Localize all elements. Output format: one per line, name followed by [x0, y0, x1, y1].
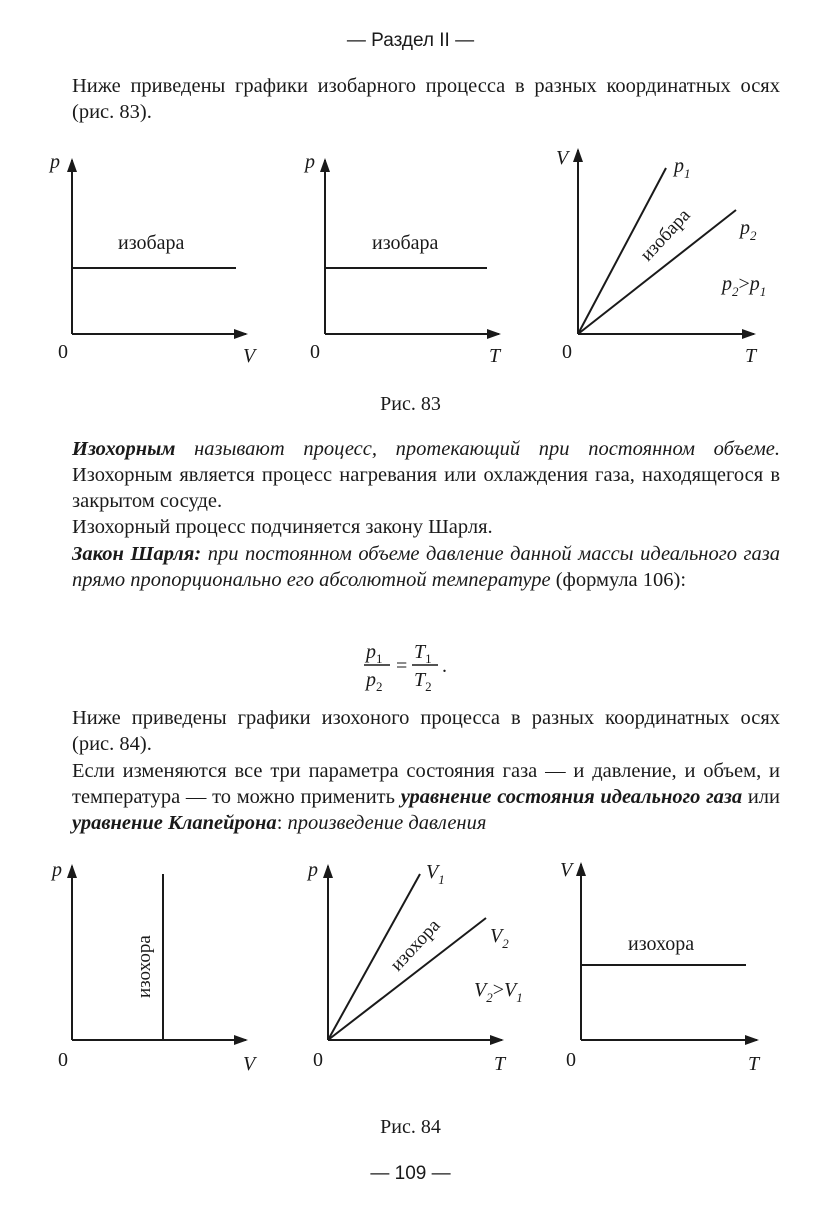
svg-text:T2: $T_2$ — [414, 669, 432, 694]
origin-label: 0 — [562, 341, 572, 363]
isobar-label: изобара — [636, 204, 695, 266]
graph-p-v-isochore — [50, 859, 258, 1075]
charles-law — [72, 541, 780, 593]
line-v2-label: $V_2$ — [490, 925, 509, 951]
origin-label: 0 — [58, 1049, 68, 1071]
y-axis-label: V — [556, 147, 569, 169]
x-axis-label: T — [748, 1053, 760, 1075]
isobar-label: изобара — [372, 232, 439, 254]
figure-83 — [0, 140, 821, 380]
graph-p-t-isobar — [303, 151, 502, 367]
page-number: — 109 — — [370, 1163, 451, 1184]
x-axis-label: V — [243, 345, 256, 367]
y-axis-label: p — [305, 151, 315, 173]
y-axis-label: p — [50, 151, 60, 173]
isochore-label: изохора — [628, 933, 695, 955]
pressure-condition: $p_2>p_1$ — [722, 273, 767, 299]
line-p2-label: $p_2$ — [740, 217, 757, 243]
charles-intro-text: Изохорный процесс подчиняется закону Шарля. — [72, 516, 493, 538]
figure-84-caption: Рис. 84 — [380, 1116, 441, 1138]
clapeyron-def: произведение давления — [287, 812, 487, 834]
clapeyron-text3: : — [276, 812, 288, 834]
clapeyron-text1: Если изменяются все три параметра состояния газа — и давление, и объем, и температура — то можно применить — [72, 760, 780, 808]
x-axis-label: V — [243, 1053, 256, 1075]
svg-text:T1: $T_1$ — [414, 641, 432, 666]
figure-83-caption: Рис. 83 — [380, 393, 441, 415]
charles-law-tail: (формула 106): — [550, 569, 687, 591]
charles-intro — [72, 514, 780, 540]
isochoric-text: Изохорным является процесс нагревания или охлаждения газа, находящегося в закрытом сосуде. — [72, 464, 780, 512]
svg-text:=: = — [396, 655, 408, 677]
clapeyron-text2: или — [742, 786, 780, 808]
graph-v-t-isobar — [556, 147, 766, 367]
x-axis-label: T — [489, 345, 501, 367]
line-v1-label: $V_1$ — [426, 861, 445, 887]
graph-p-t-isochore — [306, 859, 523, 1075]
graph-p-v-isobar — [48, 151, 258, 367]
isobar-label: изобара — [118, 232, 185, 254]
x-axis-label: T — [745, 345, 757, 367]
isochore-v2-line — [328, 918, 486, 1040]
charles-law-def: при постоянном объеме давление данной массы идеального газа прямо пропорционально его абсолютной температуре — [72, 543, 780, 591]
charles-formula — [360, 636, 480, 694]
x-axis-label: T — [494, 1053, 506, 1075]
clapeyron-term2: уравнение Клапейрона — [72, 812, 277, 834]
origin-label: 0 — [310, 341, 320, 363]
volume-condition: $V_2>V_1$ — [474, 979, 523, 1005]
isochoric-definition — [72, 436, 780, 514]
isochoric-graphs-intro-text: Ниже приведены графики изохоного процесса в разных координатных осях (рис. 84). — [72, 707, 780, 755]
graph-v-t-isochore — [560, 859, 761, 1075]
isochore-label: изохора — [386, 915, 445, 976]
line-p1-label: $p_1$ — [674, 155, 691, 181]
charles-law-term: Закон Шарля: — [72, 543, 202, 565]
isochoric-term: Изохорным — [72, 438, 176, 460]
y-axis-label: p — [308, 859, 318, 881]
intro-text: Ниже приведены графики изобарного процесса в разных координатных осях (рис. 83). — [72, 75, 780, 123]
isochoric-def: называют процесс, протекающий при постоянном объеме. — [175, 438, 780, 460]
y-axis-label: p — [52, 859, 62, 881]
running-header: — Раздел II — — [346, 30, 475, 51]
y-axis-label: V — [560, 859, 573, 881]
intro-paragraph — [72, 73, 780, 125]
clapeyron-paragraph — [72, 758, 780, 836]
isochore-label: изохора — [134, 935, 155, 998]
clapeyron-term1: уравнение состояния идеального газа — [400, 786, 743, 808]
isochoric-graphs-intro — [72, 705, 780, 757]
svg-text:.: . — [442, 655, 447, 677]
origin-label: 0 — [566, 1049, 576, 1071]
svg-text:p1: $p_1$ — [366, 641, 383, 666]
origin-label: 0 — [313, 1049, 323, 1071]
figure-84 — [0, 850, 821, 1090]
svg-text:p2: $p_2$ — [366, 669, 383, 694]
origin-label: 0 — [58, 341, 68, 363]
